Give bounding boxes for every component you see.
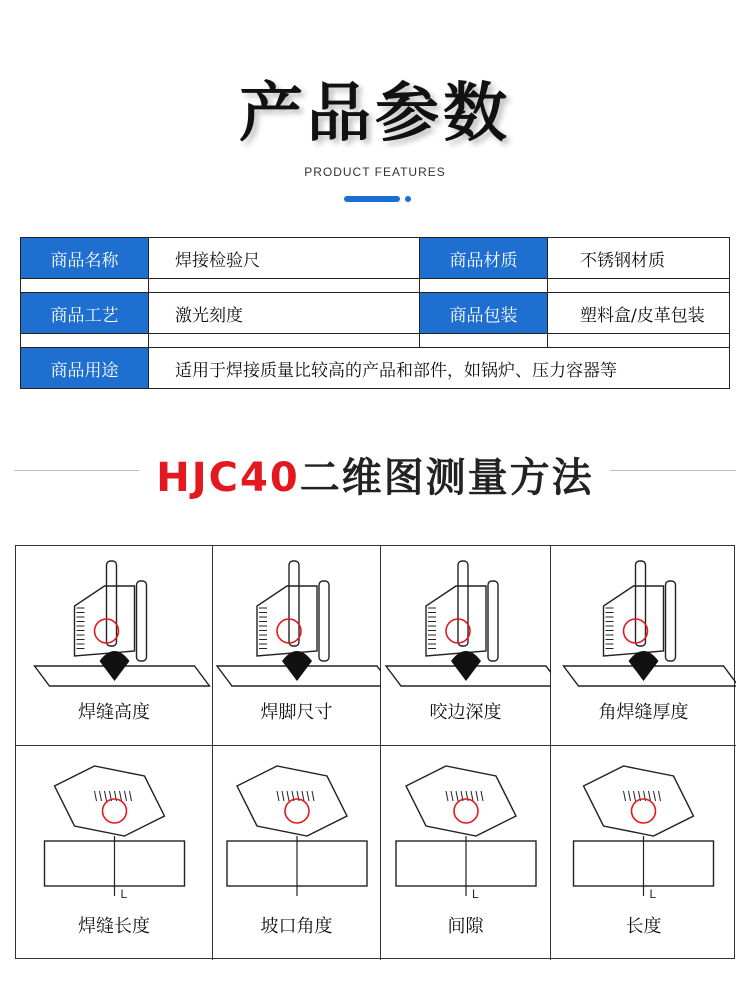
spec-label-usage: 商品用途	[21, 348, 149, 389]
method-caption: 长度	[625, 916, 662, 937]
method-caption: 焊缝长度	[78, 916, 150, 937]
page-subtitle: PRODUCT FEATURES	[304, 165, 446, 179]
spec-label-process: 商品工艺	[21, 293, 149, 334]
spec-table	[20, 237, 730, 389]
method-caption: 焊脚尺寸	[260, 702, 333, 723]
measurement-grid	[15, 545, 735, 959]
gap-diagram-icon	[381, 746, 551, 910]
method-cell	[16, 746, 213, 960]
method-caption: 焊缝高度	[78, 702, 150, 723]
svg-text:L: L	[120, 887, 128, 901]
method-caption: 角焊缝厚度	[598, 702, 689, 723]
method-caption: 坡口角度	[260, 916, 333, 937]
section-title-model: HJC40	[156, 455, 300, 501]
accent-bar	[344, 196, 400, 202]
spec-label-package: 商品包装	[420, 293, 548, 334]
method-cell	[16, 546, 213, 746]
spec-value-usage: 适用于焊接质量比较高的产品和部件，如锅炉、压力容器等	[149, 348, 730, 389]
section-title	[0, 446, 750, 503]
method-cell	[213, 746, 381, 960]
spec-value-process: 激光刻度	[149, 293, 420, 334]
weld-leg-size-diagram-icon	[213, 546, 381, 696]
method-cell	[381, 746, 551, 960]
page-title: 产品参数	[239, 77, 511, 151]
method-cell	[551, 546, 736, 746]
spec-row	[21, 348, 730, 389]
method-caption: 咬边深度	[429, 702, 502, 723]
method-caption: 间隙	[447, 916, 484, 937]
groove-angle-diagram-icon	[213, 746, 381, 910]
spec-label-material: 商品材质	[420, 238, 548, 279]
method-cell	[551, 746, 736, 960]
method-cell	[213, 546, 381, 746]
svg-text:L: L	[472, 887, 479, 901]
fillet-weld-thickness-diagram-icon	[551, 546, 736, 696]
length-diagram-icon	[551, 746, 736, 910]
svg-text:L: L	[649, 887, 657, 901]
weld-height-diagram-icon	[16, 546, 213, 696]
undercut-depth-diagram-icon	[381, 546, 551, 696]
spec-label-name: 商品名称	[21, 238, 149, 279]
spec-row	[21, 238, 730, 279]
spec-value-name: 焊接检验尺	[149, 238, 420, 279]
weld-length-diagram-icon	[16, 746, 213, 910]
spec-value-package: 塑料盒/皮革包装	[548, 293, 730, 334]
spec-value-material: 不锈钢材质	[548, 238, 730, 279]
spec-row	[21, 293, 730, 334]
section-title-text: 二维图测量方法	[299, 455, 594, 501]
accent-dot	[405, 196, 411, 202]
method-cell	[381, 546, 551, 746]
